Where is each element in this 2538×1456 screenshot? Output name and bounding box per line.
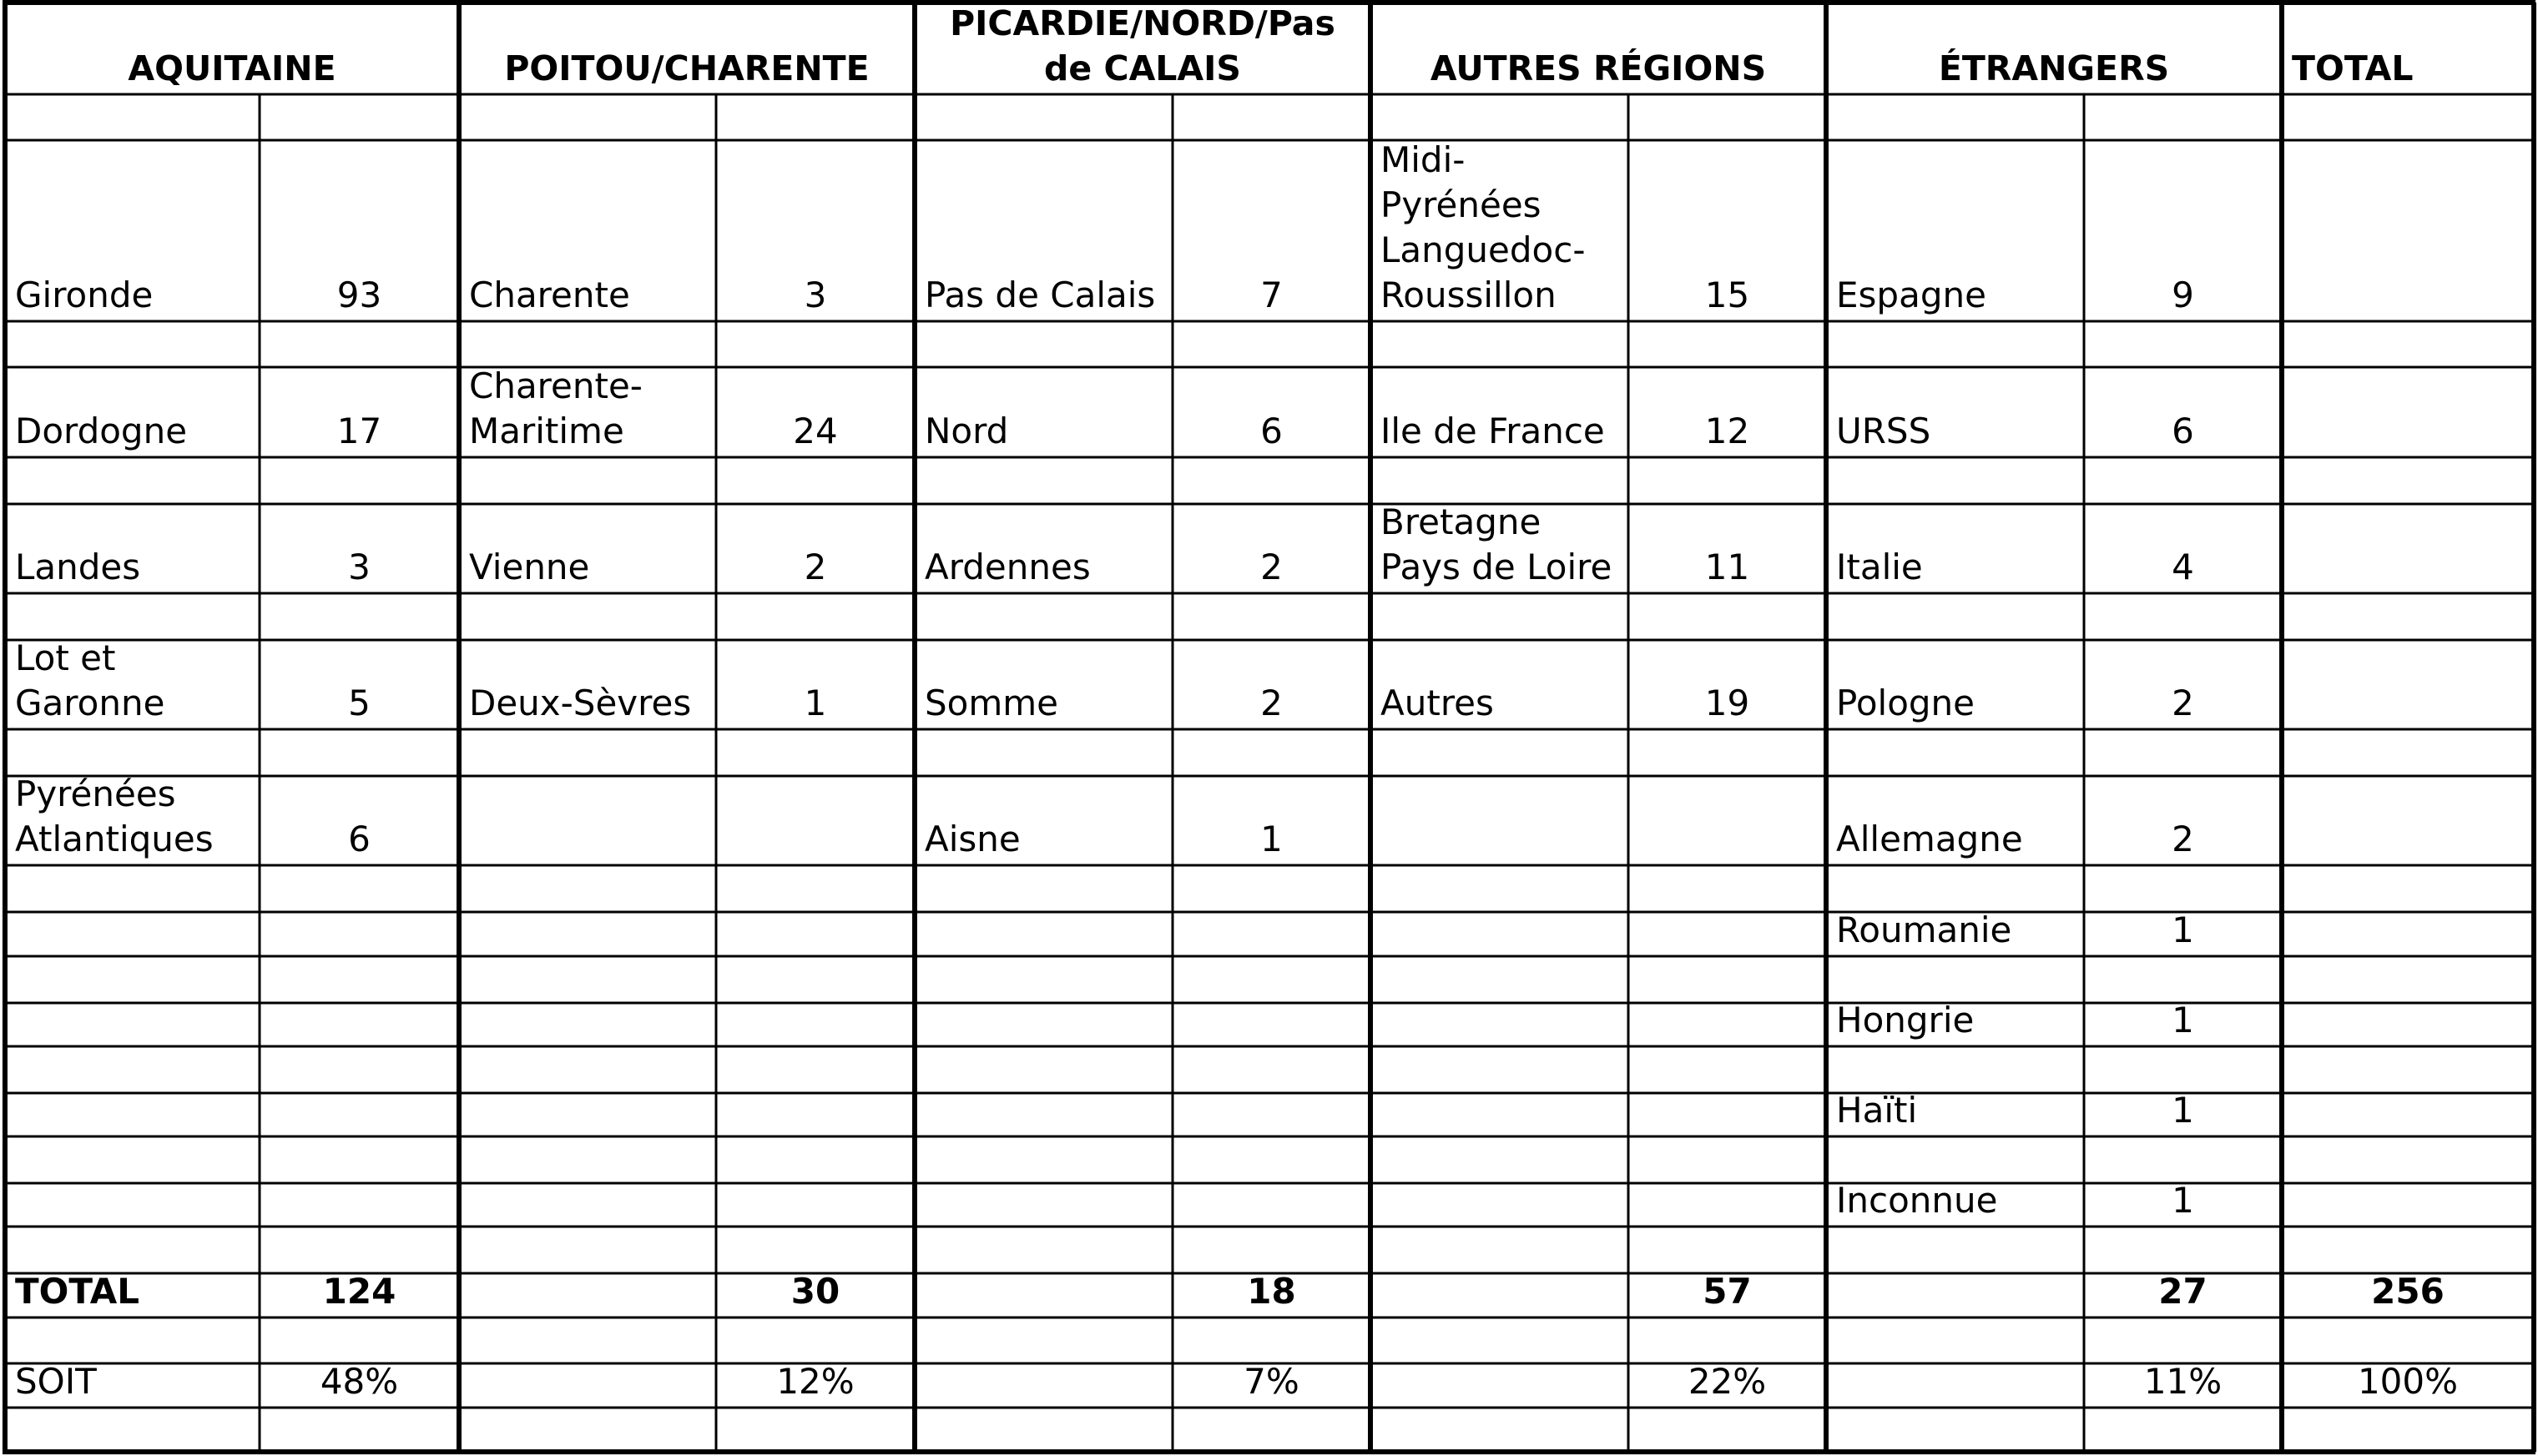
- region-row-value: 2: [2172, 819, 2194, 859]
- region-header-etrangers: ÉTRANGERS: [1938, 48, 2170, 88]
- region-row-value: 2: [2172, 683, 2194, 723]
- region-row-name: Charente- Maritime: [469, 365, 643, 451]
- region-row-name: Nord: [925, 411, 1009, 451]
- region-row-name: Dordogne: [15, 411, 188, 451]
- region-row-name: URSS: [1836, 411, 1931, 451]
- region-total-autres: 57: [1703, 1271, 1752, 1312]
- region-row-name: Hongrie: [1836, 1000, 1975, 1040]
- region-header-autres: AUTRES RÉGIONS: [1430, 48, 1767, 88]
- region-percent-etrangers: 11%: [2143, 1361, 2223, 1402]
- region-header-aquitaine: AQUITAINE: [128, 48, 336, 88]
- region-row-value: 6: [348, 819, 371, 859]
- region-row-name: Gironde: [15, 275, 154, 315]
- region-row-name: Pas de Calais: [925, 275, 1156, 315]
- region-row-value: 1: [2172, 909, 2194, 950]
- region-row-value: 93: [336, 275, 382, 315]
- region-row-value: 3: [348, 547, 371, 587]
- region-row-value: 17: [336, 411, 382, 451]
- region-row-value: 11: [1704, 547, 1750, 587]
- region-row-name: Pologne: [1836, 683, 1975, 723]
- region-row-value: 6: [2172, 411, 2194, 451]
- region-percent-autres: 22%: [1688, 1361, 1767, 1402]
- region-row-value: 6: [1260, 411, 1283, 451]
- region-row-name: Aisne: [925, 819, 1021, 859]
- region-row-name: Haïti: [1836, 1090, 1918, 1131]
- region-total-picardie: 18: [1247, 1271, 1296, 1312]
- grand-total-header: TOTAL: [2292, 48, 2414, 88]
- grand-total-percent: 100%: [2357, 1361, 2459, 1402]
- region-percent-aquitaine: 48%: [320, 1361, 399, 1402]
- region-row-value: 1: [2172, 1090, 2194, 1131]
- region-row-value: 5: [348, 683, 371, 723]
- region-row-value: 24: [793, 411, 838, 451]
- region-row-value: 19: [1704, 683, 1750, 723]
- region-row-value: 2: [804, 547, 827, 587]
- region-total-aquitaine: 124: [322, 1271, 396, 1312]
- region-row-value: 1: [804, 683, 827, 723]
- region-row-name: Pyrénées Atlantiques: [15, 773, 214, 859]
- region-row-value: 15: [1704, 275, 1750, 315]
- region-header-picardie: PICARDIE/NORD/Pas de CALAIS: [950, 3, 1335, 88]
- region-row-name: Deux-Sèvres: [469, 683, 692, 723]
- region-row-name: Landes: [15, 547, 141, 587]
- region-row-name: Roumanie: [1836, 909, 2012, 950]
- region-row-name: Somme: [925, 683, 1059, 723]
- region-row-value: 12: [1704, 411, 1750, 451]
- region-total-etrangers: 27: [2158, 1271, 2208, 1312]
- region-row-name: Ardennes: [925, 547, 1091, 587]
- region-row-value: 1: [1260, 819, 1283, 859]
- region-total-poitou: 30: [790, 1271, 840, 1312]
- region-row-value: 3: [804, 275, 827, 315]
- region-row-name: Charente: [469, 275, 630, 315]
- total-row-label: TOTAL: [15, 1271, 140, 1312]
- region-row-name: Vienne: [469, 547, 590, 587]
- region-row-name: Midi-Pyrénées Languedoc- Roussillon: [1380, 139, 1586, 315]
- region-row-name: Lot et Garonne: [15, 637, 165, 723]
- region-header-poitou: POITOU/CHARENTE: [504, 48, 870, 88]
- region-row-value: 2: [1260, 683, 1283, 723]
- region-row-value: 4: [2172, 547, 2194, 587]
- region-row-value: 1: [2172, 1180, 2194, 1221]
- region-row-value: 7: [1260, 275, 1283, 315]
- region-row-name: Autres: [1380, 683, 1494, 723]
- grand-total-value: 256: [2371, 1271, 2445, 1312]
- region-row-name: Italie: [1836, 547, 1923, 587]
- region-row-name: Inconnue: [1836, 1180, 1998, 1221]
- region-row-value: 1: [2172, 1000, 2194, 1040]
- region-row-name: Ile de France: [1380, 411, 1605, 451]
- region-row-value: 2: [1260, 547, 1283, 587]
- percent-row-label: SOIT: [15, 1361, 97, 1402]
- region-row-name: Allemagne: [1836, 819, 2023, 859]
- region-percent-picardie: 7%: [1244, 1361, 1299, 1402]
- region-percent-poitou: 12%: [776, 1361, 855, 1402]
- region-row-name: Espagne: [1836, 275, 1986, 315]
- region-row-value: 9: [2172, 275, 2194, 315]
- region-row-name: Bretagne Pays de Loire: [1380, 501, 1612, 587]
